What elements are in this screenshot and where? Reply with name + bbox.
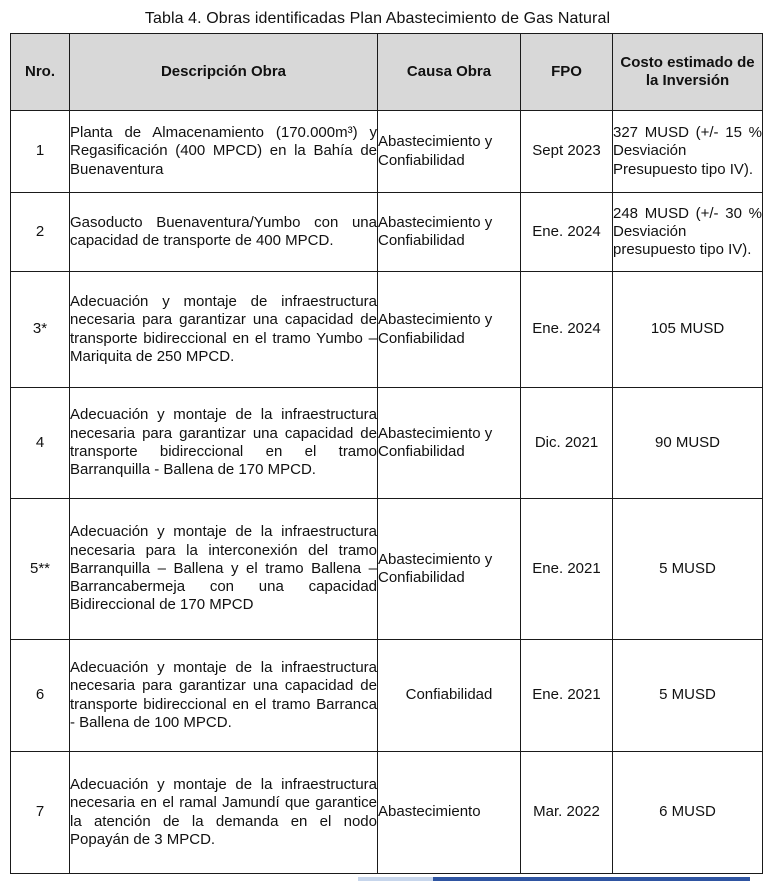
cell-description: Gasoducto Buenaventura/Yumbo con una capacidad de transporte de 400 MPCD.: [70, 193, 378, 272]
footer-accent-line: [358, 877, 750, 881]
cell-cost: 90 MUSD: [613, 388, 763, 499]
cell-cause: Abastecimiento: [378, 752, 521, 874]
cell-nro: 3*: [11, 272, 70, 388]
cell-nro: 1: [11, 111, 70, 193]
cell-description: Adecuación y montaje de la infraestructura necesaria en el ramal Jamundí que garantice la atención de la demanda en el nodo Popayán de 3 MPCD.: [70, 752, 378, 874]
cell-fpo: Ene. 2024: [521, 193, 613, 272]
cell-cause: Abastecimiento y Confiabilidad: [378, 499, 521, 640]
cell-cost: 6 MUSD: [613, 752, 763, 874]
cell-nro: 2: [11, 193, 70, 272]
cell-cause: Abastecimiento y Confiabilidad: [378, 388, 521, 499]
cell-fpo: Mar. 2022: [521, 752, 613, 874]
table-row: [11, 193, 763, 272]
table-row: [11, 388, 763, 499]
table-header-row: [11, 34, 763, 111]
cell-cost: 248 MUSD (+/- 30 % Desviación presupuesto tipo IV).: [613, 193, 763, 272]
cell-description: Adecuación y montaje de la infraestructura necesaria para la interconexión del tramo Barranquilla – Ballena y el tramo Ballena – Barrancabermeja con una capacidad Bidireccional de 170 MPCD: [70, 499, 378, 640]
cell-description: Planta de Almacenamiento (170.000m³) y Regasificación (400 MPCD) en la Bahía de Buenaventura: [70, 111, 378, 193]
cell-fpo: Ene. 2021: [521, 499, 613, 640]
header-fpo: FPO: [521, 34, 613, 111]
cell-fpo: Sept 2023: [521, 111, 613, 193]
cell-cost: 105 MUSD: [613, 272, 763, 388]
cell-cost: 5 MUSD: [613, 499, 763, 640]
header-cause: Causa Obra: [378, 34, 521, 111]
cell-cause: Abastecimiento y Confiabilidad: [378, 193, 521, 272]
cell-cause: Confiabilidad: [378, 640, 521, 752]
table-caption: Tabla 4. Obras identificadas Plan Abastecimiento de Gas Natural: [144, 10, 611, 27]
header-description: Descripción Obra: [70, 34, 378, 111]
cell-cause: Abastecimiento y Confiabilidad: [378, 111, 521, 193]
header-cost: Costo estimado de la Inversión: [613, 34, 763, 111]
table-row: [11, 272, 763, 388]
cell-description: Adecuación y montaje de la infraestructura necesaria para garantizar una capacidad de transporte bidireccional en el tramo Barranca - Ballena de 100 MPCD.: [70, 640, 378, 752]
cell-description: Adecuación y montaje de la infraestructura necesaria para garantizar una capacidad de transporte bidireccional en el tramo Barranquilla - Ballena de 170 MPCD.: [70, 388, 378, 499]
cell-description: Adecuación y montaje de infraestructura necesaria para garantizar una capacidad de transporte bidireccional en el tramo Yumbo – Mariquita de 250 MPCD.: [70, 272, 378, 388]
footer-accent-light: [358, 877, 433, 881]
table-row: [11, 499, 763, 640]
cell-fpo: Ene. 2021: [521, 640, 613, 752]
cell-nro: 5**: [11, 499, 70, 640]
cell-cause: Abastecimiento y Confiabilidad: [378, 272, 521, 388]
table-row: [11, 752, 763, 874]
header-nro: Nro.: [11, 34, 70, 111]
table-row: [11, 111, 763, 193]
table-row: [11, 640, 763, 752]
cell-fpo: Dic. 2021: [521, 388, 613, 499]
cell-nro: 4: [11, 388, 70, 499]
cell-nro: 7: [11, 752, 70, 874]
works-table: [10, 33, 763, 874]
cell-cost: 327 MUSD (+/- 15 % Desviación Presupuesto tipo IV).: [613, 111, 763, 193]
footer-accent-dark: [433, 877, 750, 881]
cell-fpo: Ene. 2024: [521, 272, 613, 388]
cell-cost: 5 MUSD: [613, 640, 763, 752]
cell-nro: 6: [11, 640, 70, 752]
